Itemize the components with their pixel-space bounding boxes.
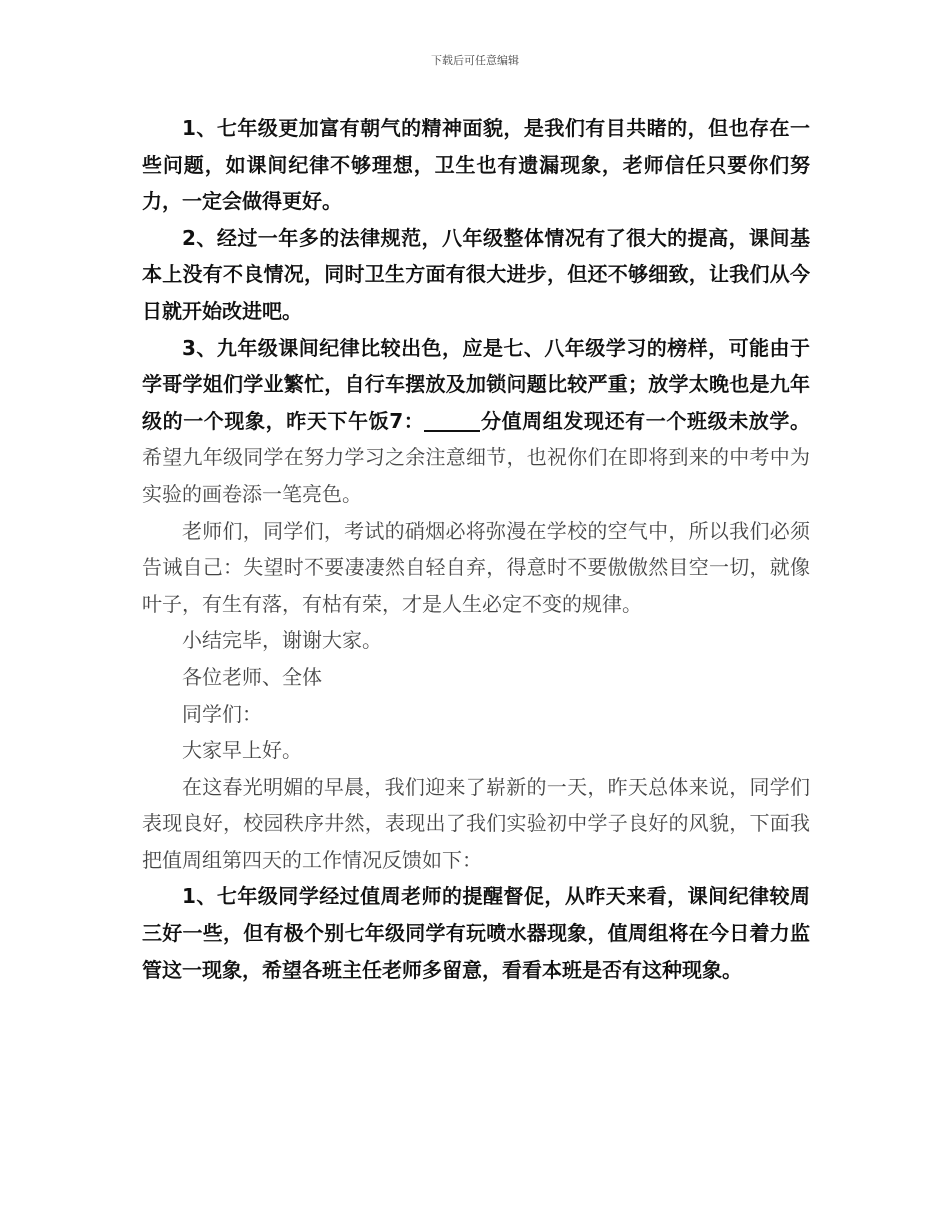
paragraph-intro: 在这春光明媚的早晨，我们迎来了崭新的一天，昨天总体来说，同学们表现良好，校园秩序井然，表现出了我们实验初中学子良好的风貌，下面我把值周组第四天的工作情况反馈如下： xyxy=(142,774,810,872)
paragraph-closing: 小结完毕，谢谢大家。 xyxy=(182,628,382,653)
grade9-bold-text-b: 分值周组发现还有一个班级未放学。 xyxy=(480,408,811,433)
document-body xyxy=(142,110,810,988)
grade9-normal-text: 希望九年级同学在努力学习之余注意细节，也祝你们在即将到来的中考中为实验的画卷添一笔亮色。 xyxy=(142,445,810,506)
paragraph-grade8-feedback: 2、经过一年多的法律规范，八年级整体情况有了很大的提高，课间基本上没有不良情况，同时卫生方面有很大进步，但还不够细致，让我们从今日就开始改进吧。 xyxy=(142,225,810,323)
fill-in-blank xyxy=(424,410,480,432)
page-header: 下载后可任意编辑 xyxy=(431,54,519,67)
paragraph-exam-advice: 老师们，同学们，考试的硝烟必将弥漫在学校的空气中，所以我们必须告诫自己：失望时不要凄凄然自轻自弃，得意时不要傲傲然目空一切，就像叶子，有生有落，有枯有荣，才是人生必定不变的规律。 xyxy=(142,518,810,616)
paragraph-grade9-feedback xyxy=(142,330,810,513)
paragraph-grade7-feedback: 1、七年级更加富有朝气的精神面貌，是我们有目共睹的，但也存在一些问题，如课间纪律不够理想，卫生也有遗漏现象，老师信任只要你们努力，一定会做得更好。 xyxy=(142,116,810,214)
grade9-bold-text-a: 3、九年级课间纪律比较出色，应是七、八年级学习的榜样，可能由于学哥学姐们学业繁忙，自行车摆放及加锁问题比较严重；放学太晚也是九年级的一个现象，昨天下午饭7： xyxy=(142,335,810,433)
paragraph-greeting-teachers: 各位老师、全体 xyxy=(182,664,322,689)
paragraph-greeting-students: 同学们： xyxy=(182,701,262,726)
paragraph-good-morning: 大家早上好。 xyxy=(182,738,302,763)
paragraph-day4-grade7: 1、七年级同学经过值周老师的提醒督促，从昨天来看，课间纪律较周三好一些，但有极个别七年级同学有玩喷水器现象，值周组将在今日着力监管这一现象，希望各班主任老师多留意，看看本班是否有这种现象。 xyxy=(142,884,810,982)
